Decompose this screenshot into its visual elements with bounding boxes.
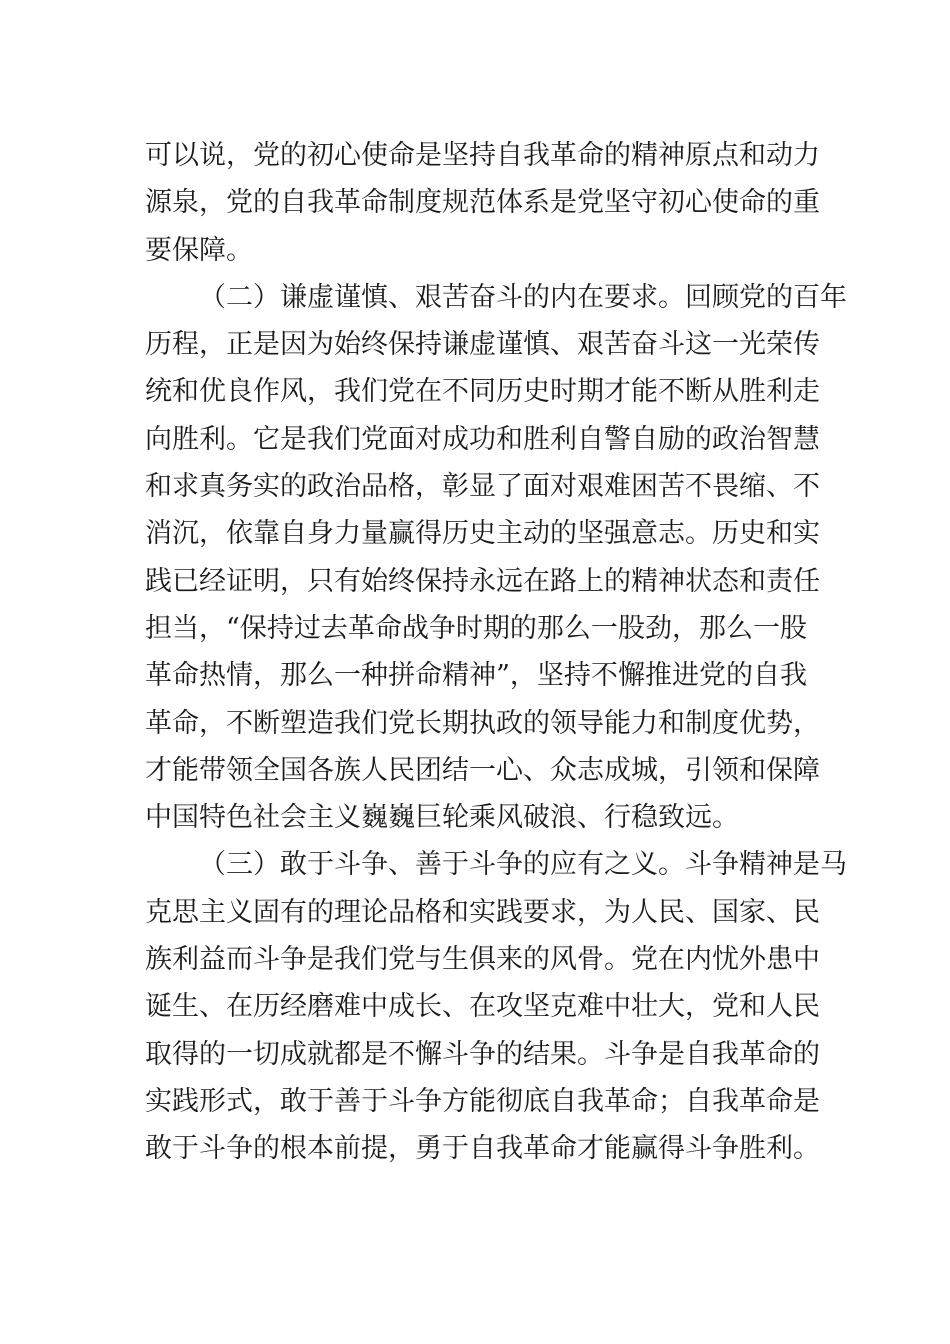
paragraph-3-line: 敢于斗争的根本前提，勇于自我革命才能赢得斗争胜利。: [145, 1133, 820, 1165]
paragraph-3-line: 克思主义固有的理论品格和实践要求，为人民、国家、民: [145, 896, 820, 928]
paragraph-1-line: 可以说，党的初心使命是坚持自我革命的精神原点和动力: [145, 140, 820, 171]
paragraph-2-line: 才能带领全国各族人民团结一心、众志成城，引领和保障: [145, 754, 820, 786]
paragraph-2-line: 中国特色社会主义巍巍巨轮乘风破浪、行稳致远。: [145, 802, 739, 834]
paragraph-1-line: 要保障。: [145, 234, 253, 266]
paragraph-3-line: 实践形式，敢于善于斗争方能彻底自我革命；自我革命是: [145, 1085, 820, 1117]
paragraph-3-line: 诞生、在历经磨难中成长、在攻坚克难中壮大，党和人民: [145, 991, 820, 1023]
paragraph-2-line: 向胜利。它是我们党面对成功和胜利自警自励的政治智慧: [145, 423, 820, 455]
paragraph-2-line: 历程，正是因为始终保持谦虚谨慎、艰苦奋斗这一光荣传: [145, 329, 820, 361]
paragraph-2-line: 和求真务实的政治品格，彰显了面对艰难困苦不畏缩、不: [145, 471, 820, 503]
paragraph-2-line: 践已经证明，只有始终保持永远在路上的精神状态和责任: [145, 565, 820, 597]
paragraph-3-line: （三）敢于斗争、善于斗争的应有之义。斗争精神是马: [199, 849, 847, 881]
body-text: [145, 132, 847, 1173]
paragraph-2-line: （二）谦虚谨慎、艰苦奋斗的内在要求。回顾党的百年: [199, 281, 847, 313]
paragraph-2-line: 消沉，依靠自身力量赢得历史主动的坚强意志。历史和实: [145, 518, 820, 550]
paragraph-3-line: 取得的一切成就都是不懈斗争的结果。斗争是自我革命的: [145, 1038, 820, 1070]
paragraph-3-line: 族利益而斗争是我们党与生俱来的风骨。党在内忧外患中: [145, 944, 820, 976]
paragraph-2-line: 统和优良作风，我们党在不同历史时期才能不断从胜利走: [145, 376, 820, 408]
paragraph-2-line: 革命，不断塑造我们党长期执政的领导能力和制度优势，: [145, 707, 820, 739]
paragraph-2-line: 革命热情，那么一种拼命精神”，坚持不懈推进党的自我: [145, 660, 807, 692]
paragraph-2-line: 担当，“保持过去革命战争时期的那么一股劲，那么一股: [145, 612, 807, 644]
paragraph-1-line: 源泉，党的自我革命制度规范体系是党坚守初心使命的重: [145, 187, 820, 219]
